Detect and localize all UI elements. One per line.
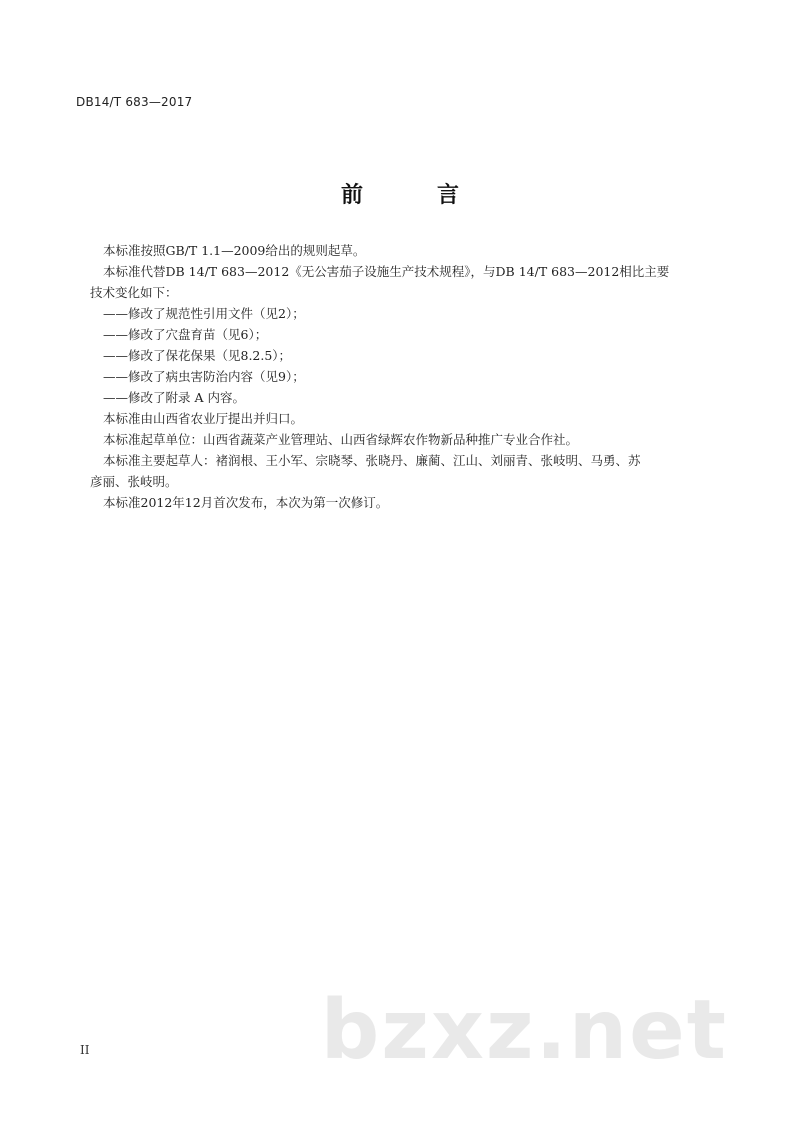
- page-title: 前 言: [340, 183, 485, 208]
- watermark: bzxz.net: [320, 983, 728, 1078]
- paragraph-history: 本标准2012年12月首次发布，本次为第一次修订。: [103, 495, 389, 510]
- foreword-body: [90, 240, 720, 513]
- document-code: DB14/T 683—2017: [76, 95, 193, 109]
- paragraph-drafting-units: 本标准起草单位：山西省蔬菜产业管理站、山西省绿辉农作物新品种推广专业合作社。: [103, 432, 579, 447]
- change-item: ——修改了病虫害防治内容（见9）；: [103, 369, 305, 384]
- change-item: ——修改了规范性引用文件（见2）；: [103, 306, 305, 321]
- paragraph-replacement: [90, 261, 720, 303]
- paragraph-proposer: 本标准由山西省农业厅提出并归口。: [103, 411, 304, 426]
- change-item: ——修改了附录 A 内容。: [103, 390, 245, 405]
- page-number: II: [80, 1043, 90, 1057]
- paragraph-replacement-line-1: 本标准代替DB 14/T 683—2012《无公害茄子设施生产技术规程》，与DB 14/T 683—2012相比主要: [103, 264, 670, 279]
- paragraph-drafters-line-2: 彦丽、张岐明。: [90, 474, 178, 489]
- paragraph-drafters-line-1: 本标准主要起草人：褚润根、王小军、宗晓琴、张晓丹、廉蔺、江山、刘丽青、张岐明、马勇、苏: [103, 453, 641, 468]
- change-item: ——修改了穴盘育苗（见6）；: [103, 327, 268, 342]
- change-item: ——修改了保花保果（见8.2.5）；: [103, 348, 292, 363]
- paragraph-replacement-line-2: 技术变化如下：: [90, 285, 178, 300]
- paragraph-drafting-rules: 本标准按照GB/T 1.1—2009给出的规则起草。: [103, 243, 366, 258]
- paragraph-drafters: [90, 450, 720, 492]
